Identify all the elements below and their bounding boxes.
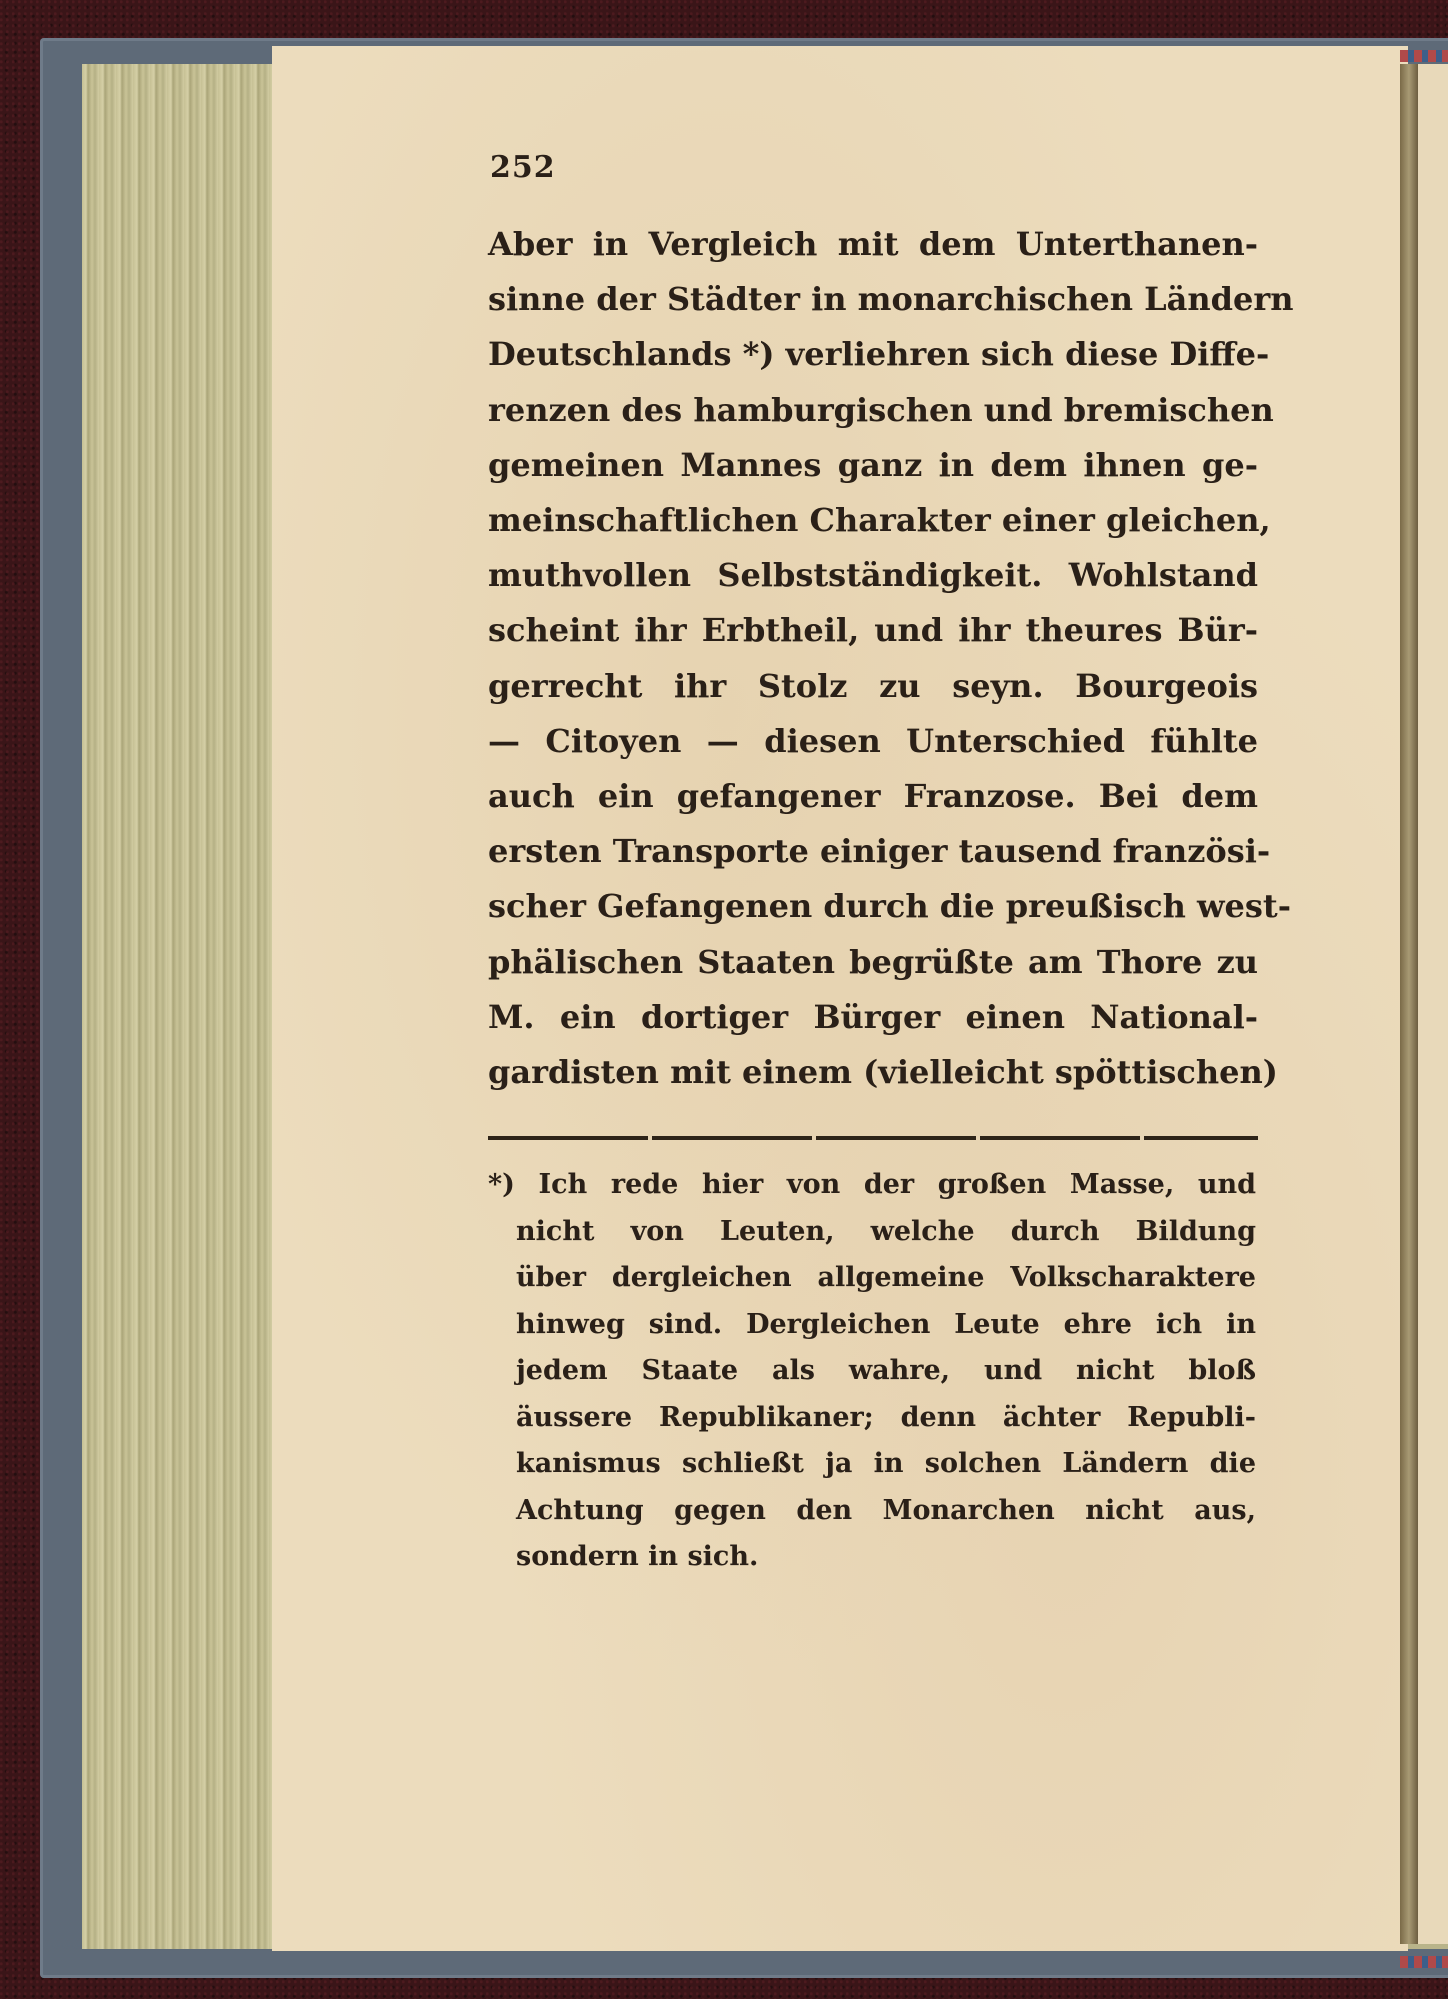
body-line: sinne der Städter in monarchischen Ländern [488, 280, 1294, 319]
body-line: gemeinen Mannes ganz in dem ihnen ge- [488, 445, 1258, 484]
footnote-line: sondern in sich. [516, 1541, 759, 1573]
facing-page-edge [1418, 64, 1448, 1944]
page-number: 252 [490, 150, 556, 185]
body-line: muthvollen Selbstständigkeit. Wohlstand [488, 556, 1258, 595]
footnote-line: äussere Republikaner; denn ächter Republi- [516, 1401, 1256, 1433]
body-line: — Citoyen — diesen Unterschied fühlte [488, 721, 1258, 760]
footnote-line: Achtung gegen den Monarchen nicht aus, [516, 1494, 1256, 1526]
body-line: Deutschlands *) verliehren sich diese Diffe- [488, 335, 1270, 374]
footnote-line: *) Ich rede hier von der großen Masse, und [488, 1169, 1256, 1201]
footnote-line: nicht von Leuten, welche durch Bildung [516, 1215, 1256, 1247]
page-edges [82, 64, 274, 1949]
body-line: gerrecht ihr Stolz zu seyn. Bourgeois [488, 666, 1258, 705]
body-line: meinschaftlichen Charakter einer gleichen, [488, 501, 1271, 540]
footnote-line: hinweg sind. Dergleichen Leute ehre ich in [516, 1308, 1256, 1340]
body-line: ersten Transporte einiger tausend französi- [488, 832, 1271, 871]
body-line: renzen des hamburgischen und bremischen [488, 390, 1274, 429]
footnote [488, 1162, 1256, 1581]
body-text [488, 217, 1294, 1100]
footnote-line: jedem Staate als wahre, und nicht bloß [516, 1355, 1256, 1387]
headband-bottom [1400, 1956, 1448, 1968]
page-text [488, 150, 1294, 1581]
body-line: auch ein gefangener Franzose. Bei dem [488, 777, 1258, 816]
headband-top [1400, 50, 1448, 62]
footnote-line: kanismus schließt ja in solchen Ländern die [516, 1448, 1256, 1480]
body-line: Aber in Vergleich mit dem Unterthanen- [488, 225, 1258, 263]
body-line: scheint ihr Erbtheil, und ihr theures Bür- [488, 611, 1258, 650]
footnote-line: über dergleichen allgemeine Volkscharaktere [516, 1262, 1256, 1294]
footnote-separator [488, 1136, 1258, 1140]
body-line: phälischen Staaten begrüßte am Thore zu [488, 942, 1258, 981]
body-line: M. ein dortiger Bürger einen National- [488, 997, 1258, 1036]
gutter [1400, 64, 1418, 1944]
body-line: gardisten mit einem (vielleicht spöttischen) [488, 1053, 1278, 1092]
body-line: scher Gefangenen durch die preußisch west- [488, 887, 1291, 926]
